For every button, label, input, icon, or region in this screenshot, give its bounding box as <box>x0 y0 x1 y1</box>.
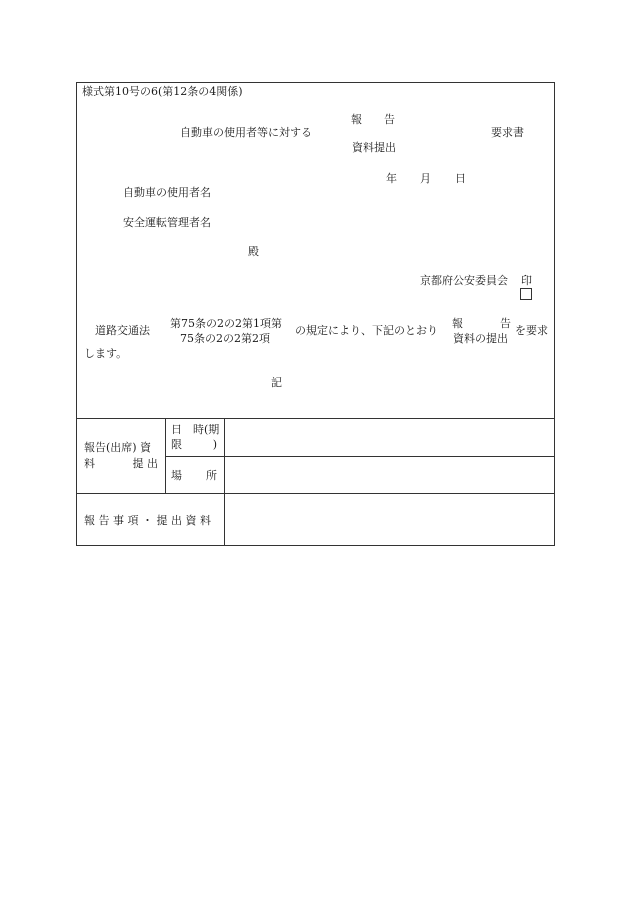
manager-name-label: 安全運転管理者名 <box>123 216 211 229</box>
honorific: 殿 <box>248 245 259 258</box>
title-option-materials: 資料提出 <box>352 141 396 154</box>
title-prefix: 自動車の使用者等に対する <box>180 126 312 139</box>
table-col-1-divider <box>165 418 166 493</box>
report-attendance-label-line1: 報告(出席) 資 <box>84 441 152 454</box>
body-continuation: します。 <box>84 347 128 360</box>
seal-box <box>520 288 532 300</box>
title-suffix: 要求書 <box>491 126 524 139</box>
datetime-label-line2 <box>171 438 217 451</box>
request-option-1a: 報 <box>452 317 463 330</box>
table-col-2-divider <box>224 418 225 546</box>
report-items-label: 報 告 事 項 ・ 提 出 資 料 <box>84 514 211 527</box>
datetime-label-line1: 日 時(期 <box>171 423 220 436</box>
user-name-label: 自動車の使用者名 <box>123 186 211 199</box>
report-attendance-label-line2 <box>84 457 158 470</box>
place-entry-cell[interactable] <box>226 458 553 492</box>
place-label-part-b: 所 <box>206 469 217 482</box>
article-option-2: 75条の2の2第2項 <box>180 332 270 345</box>
table-row-divider <box>76 493 555 494</box>
datetime-entry-cell[interactable] <box>226 420 553 455</box>
place-label-part-a: 場 <box>171 469 182 482</box>
report-label-part-a: 料 <box>84 457 95 470</box>
request-suffix: を要求 <box>515 324 548 337</box>
table-top-line <box>76 418 555 419</box>
issuer-name: 京都府公安委員会 <box>420 274 508 287</box>
datetime-label-part-a: 限 <box>171 438 182 451</box>
place-label <box>171 469 217 482</box>
seal-label: 印 <box>521 274 532 287</box>
report-label-part-b: 提 出 <box>132 457 158 470</box>
body-middle-text: の規定により、下記のとおり <box>295 324 438 337</box>
title-option-report: 報 告 <box>351 113 395 126</box>
article-option-1: 第75条の2の2第1項第 <box>170 317 282 330</box>
ki-heading: 記 <box>271 376 282 389</box>
law-name: 道路交通法 <box>95 324 150 337</box>
date-year: 年 <box>386 172 397 185</box>
datetime-label-part-b: ) <box>212 438 217 451</box>
request-option-1b: 告 <box>500 317 511 330</box>
date-month: 月 <box>420 172 431 185</box>
request-option-2: 資料の提出 <box>453 332 508 345</box>
form-number: 様式第10号の6(第12条の4関係) <box>82 85 243 98</box>
date-day: 日 <box>455 172 466 185</box>
report-items-entry-cell[interactable] <box>226 495 553 545</box>
